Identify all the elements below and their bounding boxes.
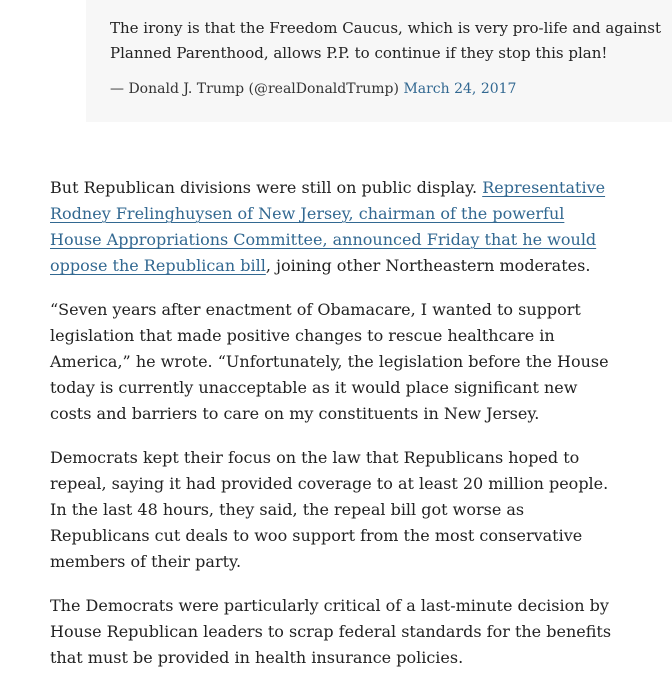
paragraph-2: “Seven years after enactment of Obamacare, I wanted to support legislation that made positive changes to rescue healthcare in America,” he wrote. “Unfortunately, the legislation before the House today is currently unacceptable as it would place significant new costs and barriers to care on my constituents in New Jersey. <box>50 300 609 423</box>
paragraph-3: Democrats kept their focus on the law that Republicans hoped to repeal, saying it had provided coverage to at least 20 million people. In the last 48 hours, they said, the repeal bill got worse as Republicans cut deals to woo support from the most conservative members of their party. <box>50 448 609 571</box>
tweet-text: The irony is that the Freedom Caucus, which is very pro-life and against Planned Parenthood, allows P.P. to continue if they stop this plan! <box>110 19 662 62</box>
tweet-author: — Donald J. Trump (@realDonaldTrump) <box>110 81 399 97</box>
article-body <box>50 175 620 689</box>
tweet-attribution <box>110 78 516 100</box>
paragraph-1-tail: , joining other Northeastern moderates. <box>265 256 591 275</box>
paragraph-4: The Democrats were particularly critical of a last-minute decision by House Republican leaders to scrap federal standards for the benefits that must be provided in health insurance policies. <box>50 596 612 667</box>
tweet-date-link[interactable]: March 24, 2017 <box>403 81 517 97</box>
paragraph-1 <box>50 175 620 279</box>
embedded-tweet <box>86 0 672 122</box>
paragraph-1-lead: But Republican divisions were still on public display. <box>50 178 478 197</box>
frelinghuysen-link[interactable]: Representative Rodney Frelinghuysen of New Jersey, chairman of the powerful House Appropriations Committee, announced Friday that he would oppose the Republican bill <box>50 178 606 275</box>
